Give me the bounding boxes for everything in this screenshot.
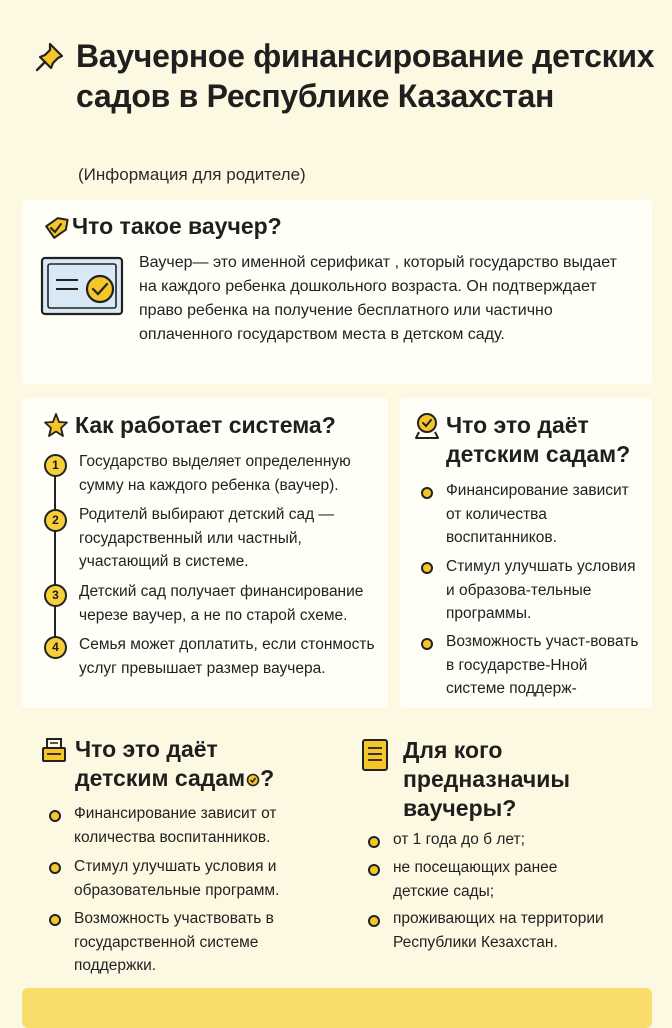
page-title: Ваучерное финансирование детских садов в Республике Казахстан (76, 38, 655, 114)
benefits-left-item: Возможность участвовать в государственной системе поддержки. (74, 910, 274, 974)
step-number: 4 (44, 636, 67, 659)
cashbox-icon (40, 736, 68, 769)
benefits-left-heading (75, 735, 315, 794)
bullet-dot (368, 836, 380, 848)
voucher-tag-icon (42, 214, 70, 247)
bullet-dot (421, 487, 433, 499)
step-number: 1 (44, 454, 67, 477)
step-text: Семья может доплатить, если стонмость услуг превышает размер ваучера. (79, 636, 375, 677)
benefits-right-item: Стимул улучшать условия и образова-тельные программы. (446, 558, 636, 622)
bullet-dot (368, 915, 380, 927)
audience-item: не посещающих ранее детские сады; (393, 859, 558, 900)
voucher-heading: Что такое ваучер? (72, 213, 282, 239)
benefits-left-item: Стимул улучшать условия и образовательные программ. (74, 858, 280, 899)
document-list-icon (361, 738, 389, 777)
bullet-dot (49, 914, 61, 926)
steps-timeline (54, 475, 56, 645)
benefits-right-heading: Что это даёт детским садам? (446, 412, 631, 467)
certificate-icon (40, 256, 124, 321)
benefits-left-item: Финансирование зависит от количества воспитанников. (74, 805, 277, 846)
medal-icon (414, 412, 440, 445)
step-text: Государство выделяет определенную сумму на каждого ребенка (ваучер). (79, 453, 351, 494)
page-subtitle: (Информация для родителе) (78, 165, 306, 184)
audience-item: проживающих на территории Республики Кезахстан. (393, 910, 604, 951)
benefits-left-heading-text: Что это даёт детским садам (75, 736, 246, 791)
benefits-right-item: Финансирование зависит от количества воспитанников. (446, 482, 629, 546)
system-heading: Как работает система? (75, 412, 336, 438)
bullet-dot (49, 810, 61, 822)
star-icon (43, 412, 69, 443)
pin-icon (34, 40, 68, 79)
bullet-dot (49, 862, 61, 874)
audience-item: от 1 года до б лет; (393, 831, 525, 848)
step-text: Детский сад получает финансирование черезе ваучер, а не по старой схеме. (79, 583, 364, 624)
audience-heading: Для кого предназначиы ваучеры? (403, 737, 570, 821)
bullet-dot (421, 638, 433, 650)
benefits-left-heading-suffix: ? (260, 765, 275, 791)
bullet-dot (368, 864, 380, 876)
check-circle-icon (246, 765, 260, 794)
bottom-banner (22, 988, 652, 1028)
step-number: 2 (44, 509, 67, 532)
step-text: Родителй выбирают детский сад — государственный или частный, участающий в системе. (79, 506, 334, 570)
step-number: 3 (44, 584, 67, 607)
voucher-text: Ваучер— это именной серификат , который государство выдает на каждого ребенка дошкольного возраста. Он подтверждает право ребенка на получение бесплатного или частично оплаченного государством места в детском саду. (139, 254, 617, 343)
bullet-dot (421, 562, 433, 574)
benefits-right-item: Возможность участ-вовать в государстве-Нной системе поддерж- (446, 633, 639, 697)
